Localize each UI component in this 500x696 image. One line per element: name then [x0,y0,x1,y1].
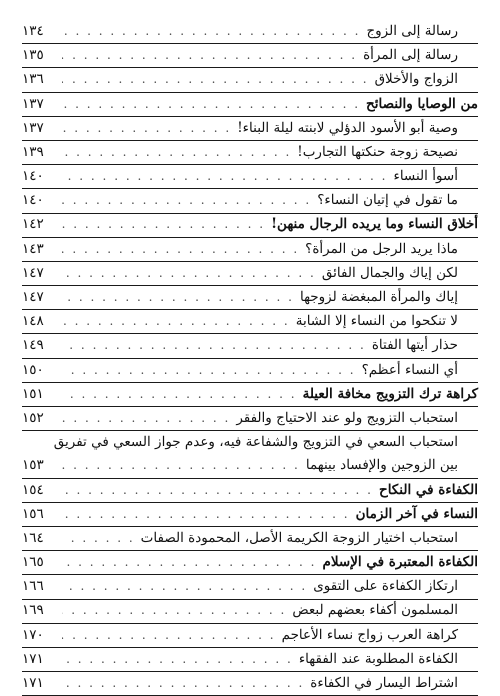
dot-leader [62,68,369,91]
dot-leader [62,262,316,285]
toc-entry [22,648,478,672]
toc-page-number: ١٤٧ [22,264,44,281]
toc-page-number: ١٤٠ [22,168,44,185]
toc-entry-title: الكفاءة في النكاح [378,481,478,498]
toc-entry-title: استحباب التزويج ولو عند الاحتياج والفقر [236,409,458,426]
toc-entry-title: الزواج والأخلاق [374,71,458,88]
dot-leader [62,213,265,236]
dot-leader [62,454,300,477]
toc-entry-title: الكفاءة المطلوبة عند الفقهاء [298,650,458,667]
toc-entry-title: إياك والمرأة المبغضة لزوجها [299,289,458,306]
toc-entry-title: رسالة إلى الزوج [366,22,458,39]
dot-leader [62,575,307,598]
toc-section-heading [22,503,478,527]
dot-leader [62,599,286,622]
toc-entry [22,575,478,599]
toc-entry-title: أي النساء أعظم؟ [361,361,458,378]
dot-leader [62,165,387,188]
toc-page-number: ١٥٦ [22,505,44,522]
dot-leader [62,238,299,261]
toc-page-number: ١٤٩ [22,337,44,354]
dot-leader [62,20,360,43]
toc-section-heading [22,93,478,117]
toc-entry [22,262,478,286]
dot-leader [62,141,291,164]
toc-entry [22,624,478,648]
toc-page-number: ١٣٥ [22,47,44,64]
toc-page-number: ١٤٠ [22,192,44,209]
toc-page-number: ١٣٧ [22,119,44,136]
toc-page-number: ١٤٢ [22,216,44,233]
table-of-contents [22,20,478,696]
dot-leader [62,334,366,357]
toc-page-number: ١٧١ [22,675,44,692]
toc-entry-title: استحباب اختيار الزوجة الكريمة الأصل، المحمودة الصفات [140,529,458,546]
toc-page-number: ١٧١ [22,650,44,667]
toc-entry-title: الكفاءة المعتبرة في الإسلام [322,554,478,571]
toc-entry-title: رسالة إلى المرأة [363,47,458,64]
toc-entry-title: لكن إياك والجمال الفائق [321,264,458,281]
toc-entry-title: أخلاق النساء وما يريده الرجال منهن! [271,216,478,233]
toc-entry [22,286,478,310]
toc-entry [22,334,478,358]
dot-leader [62,117,231,140]
dot-leader [62,503,350,526]
toc-entry-title: نصيحة زوجة حنكتها التجارب! [297,143,458,160]
toc-entry [22,117,478,141]
toc-section-heading [22,479,478,503]
toc-page-number: ١٥٢ [22,409,44,426]
dot-leader [62,672,304,695]
toc-page-number: ١٥١ [22,385,44,402]
toc-entry-title: المسلمون أكفاء بعضهم لبعض [292,602,458,619]
toc-page-number: ١٦٩ [22,602,44,619]
dot-leader [62,310,290,333]
toc-page-number: ١٤٧ [22,289,44,306]
toc-entry [22,672,478,696]
dot-leader [62,551,316,574]
toc-entry [22,20,478,44]
toc-page-number: ١٦٥ [22,554,44,571]
toc-entry [22,407,478,431]
toc-entry [22,238,478,262]
dot-leader [62,359,356,382]
toc-page-number: ١٣٩ [22,143,44,160]
toc-page-number: ١٥٠ [22,361,44,378]
toc-entry [22,68,478,92]
toc-entry-title: حذار أيتها الفتاة [371,337,458,354]
toc-page-number: ١٣٧ [22,95,44,112]
toc-entry-title: لا تنكحوا من النساء إلا الشابة [295,313,458,330]
toc-section-heading [22,214,478,238]
toc-entry-title: اشتراط اليسار في الكفاءة [310,675,458,692]
toc-entry-title: النساء في آخر الزمان [355,505,478,522]
toc-entry-title: وصية أبو الأسود الدؤلي لابنته ليلة البناء! [237,119,458,136]
toc-page-number: ١٤٨ [22,313,44,330]
toc-page-number: ١٦٤ [22,529,44,546]
toc-page-number: ١٤٣ [22,240,44,257]
toc-page-number: ١٧٠ [22,626,44,643]
toc-page-number: ١٥٣ [22,457,44,474]
toc-entry-title: استحباب السعي في التزويج والشفاعة فيه، وعدم جواز السعي في تفريق [53,434,458,451]
toc-page-number: ١٣٤ [22,22,44,39]
dot-leader [62,407,230,430]
toc-entry [22,431,478,454]
toc-section-heading [22,551,478,575]
dot-leader [62,648,293,671]
toc-page-number: ١٥٤ [22,481,44,498]
toc-page-number: ١٣٦ [22,71,44,88]
toc-page-number: ١٦٦ [22,578,44,595]
toc-entry-title: ارتكاز الكفاءة على التقوى [313,578,458,595]
dot-leader [62,44,357,67]
toc-entry-title: ماذا يريد الرجل من المرأة؟ [305,240,458,257]
toc-entry [22,310,478,334]
toc-entry-title: كراهة العرب زواج نساء الأعاجم [281,626,458,643]
toc-entry [22,600,478,624]
dot-leader [62,286,294,309]
toc-entry-title: أسوأ النساء [393,168,458,185]
toc-entry-title: من الوصايا والنصائح [366,95,478,112]
dot-leader [62,624,276,647]
toc-entry [22,141,478,165]
toc-entry-title: كراهة ترك التزويج مخافة العيلة [302,385,478,402]
toc-entry [22,454,478,478]
toc-entry [22,359,478,383]
dot-leader [62,189,311,212]
toc-entry-title: بين الزوجين والإفساد بينهما [305,457,458,474]
toc-entry [22,44,478,68]
toc-entry [22,165,478,189]
toc-entry [22,189,478,213]
dot-leader [62,93,360,116]
dot-leader [62,527,135,550]
toc-entry [22,527,478,551]
toc-entry-title: ما تقول في إتيان النساء؟ [317,192,458,209]
toc-section-heading [22,383,478,407]
dot-leader [62,383,297,406]
dot-leader [62,479,373,502]
